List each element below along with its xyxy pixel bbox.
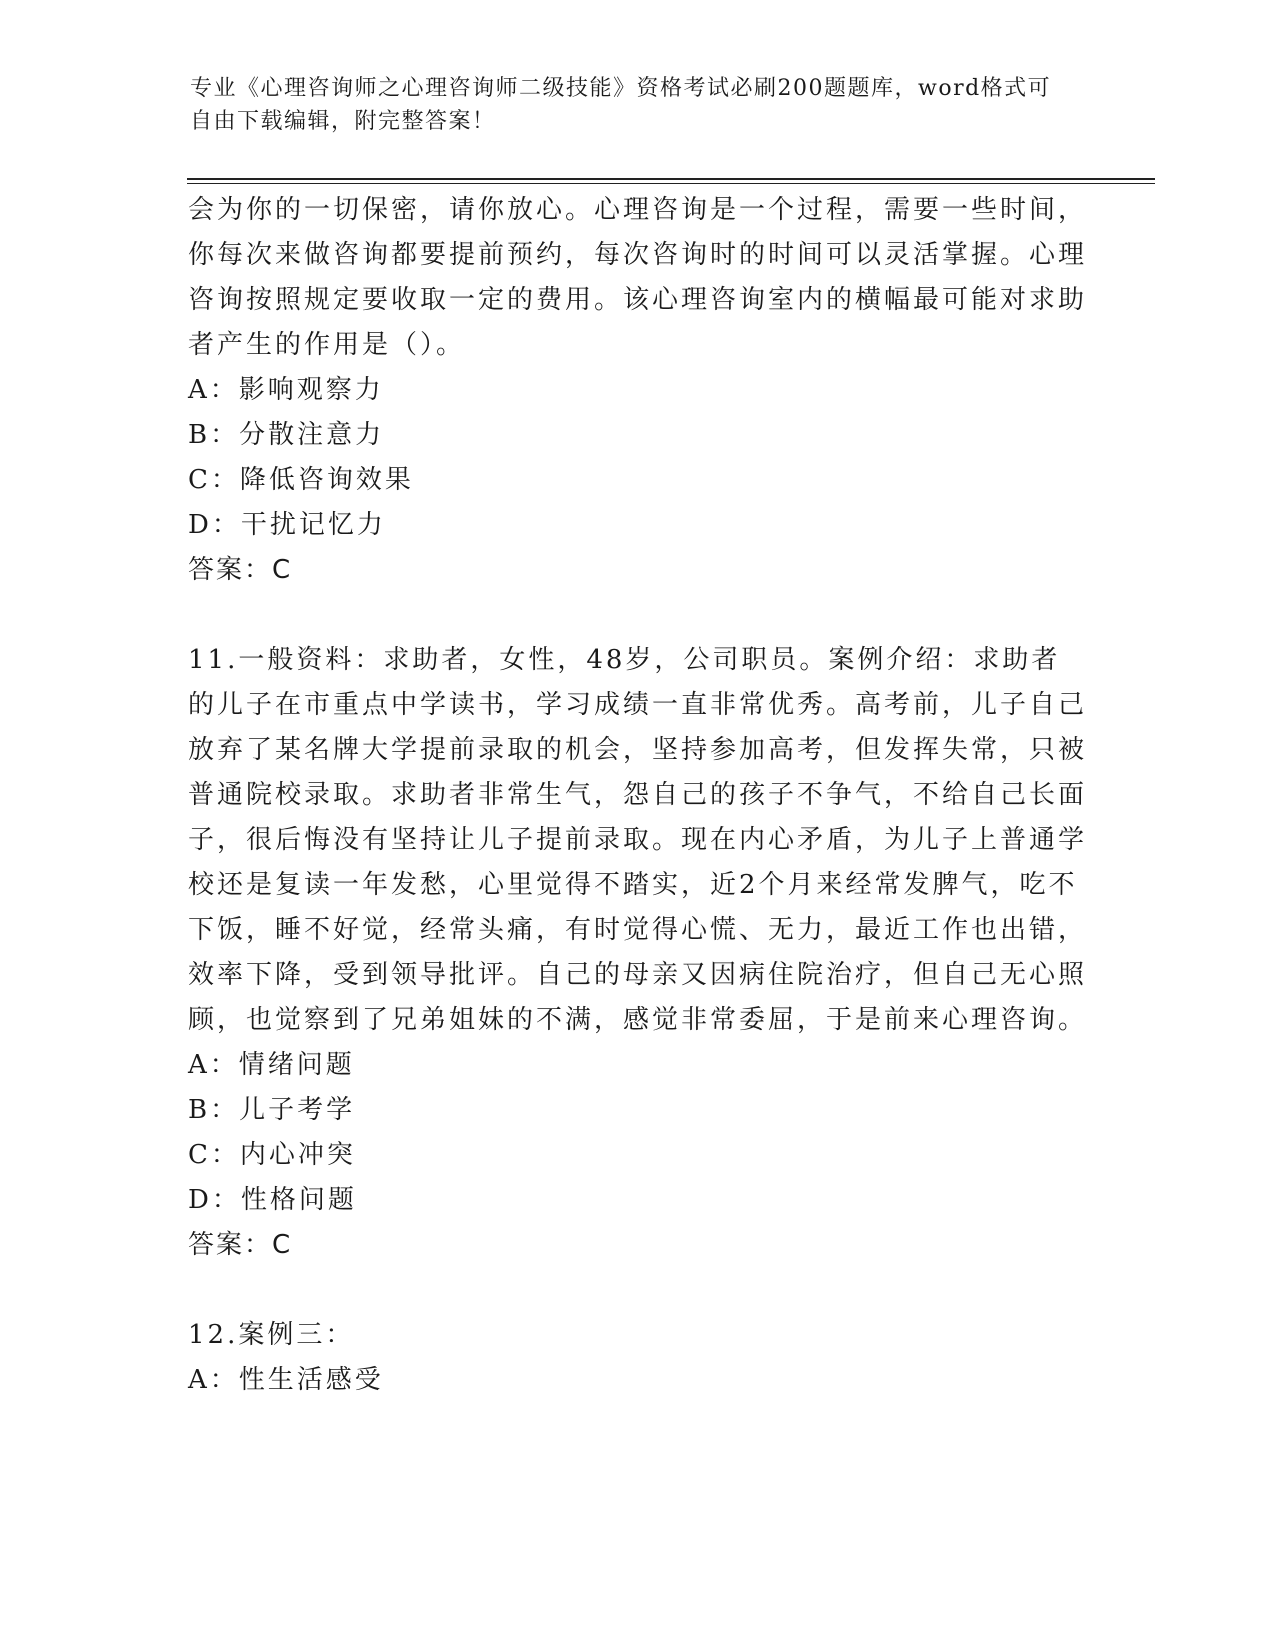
- header-divider-thin: [187, 183, 1155, 184]
- answer: 答案：C: [188, 555, 293, 585]
- spacer: [188, 593, 1088, 638]
- header-divider: [187, 178, 1155, 180]
- question-text: 11.一般资料：求助者，女性，48岁，公司职员。案例介绍：求助者的儿子在市重点中学读书，学习成绩一直非常优秀。高考前，儿子自己放弃了某名牌大学提前录取的机会，坚持参加高考，但发挥失常，只被普通院校录取。求助者非常生气，怨自己的孩子不争气，不给自己长面子，很后悔没有坚持让儿子提前录取。现在内心矛盾，为儿子上普通学校还是复读一年发愁，心里觉得不踏实，近2个月来经常发脾气，吃不下饭，睡不好觉，经常头痛，有时觉得心慌、无力，最近工作也出错，效率下降，受到领导批评。自己的母亲又因病住院治疗，但自己无心照顾，也觉察到了兄弟姐妹的不满，感觉非常委屈，于是前来心理咨询。: [188, 645, 1088, 1035]
- question-text: 12.案例三：: [188, 1320, 355, 1350]
- option-b: B：分散注意力: [188, 420, 385, 450]
- option-a: A：性生活感受: [188, 1365, 384, 1395]
- spacer: [188, 1268, 1088, 1313]
- option-c: C：内心冲突: [188, 1140, 356, 1170]
- option-b: B：儿子考学: [188, 1095, 356, 1125]
- option-d: D：性格问题: [188, 1185, 357, 1215]
- question-12: [188, 1313, 1088, 1403]
- option-c: C：降低咨询效果: [188, 465, 414, 495]
- answer: 答案：C: [188, 1230, 293, 1260]
- header-title: 专业《心理咨询师之心理咨询师二级技能》资格考试必刷200题题库，word格式可自由下载编辑，附完整答案！: [190, 76, 1052, 134]
- document-header: [190, 72, 1070, 138]
- option-d: D：干扰记忆力: [188, 510, 386, 540]
- question-11: [188, 638, 1088, 1268]
- question-10: [188, 188, 1088, 593]
- question-text: 会为你的一切保密，请你放心。心理咨询是一个过程，需要一些时间，你每次来做咨询都要提前预约，每次咨询时的时间可以灵活掌握。心理咨询按照规定要收取一定的费用。该心理咨询室内的横幅最可能对求助者产生的作用是（）。: [188, 195, 1088, 360]
- option-a: A：情绪问题: [188, 1050, 355, 1080]
- option-a: A：影响观察力: [188, 375, 384, 405]
- document-body: [188, 188, 1088, 1403]
